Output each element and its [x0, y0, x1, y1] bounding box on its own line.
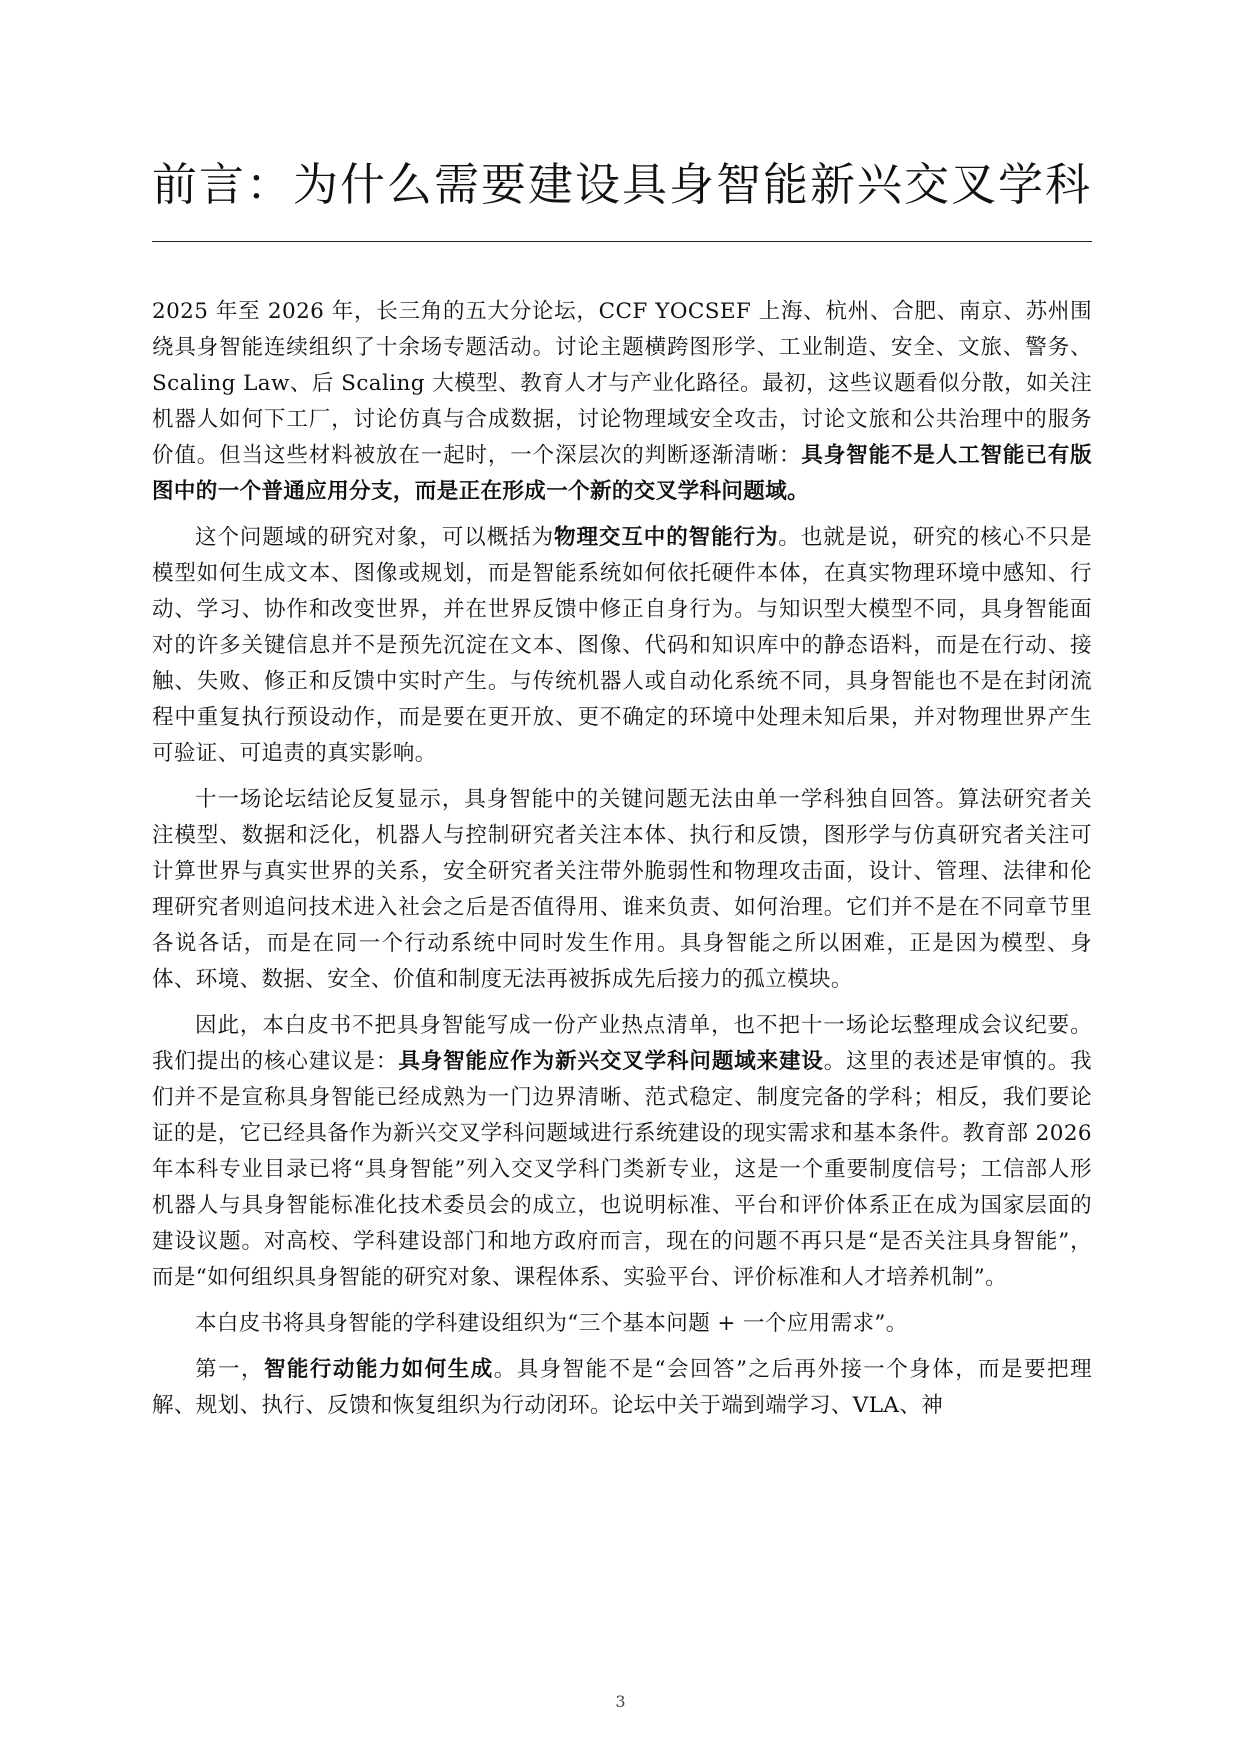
- paragraph-6: [152, 1352, 1092, 1424]
- paragraph-1-emphasis: 具身智能不是人工智能已有版图中的一个普通应用分支，而是正在形成一个新的交叉学科问题域。: [152, 443, 1093, 504]
- page-title: 前言：为什么需要建设具身智能新兴交叉学科: [152, 158, 1093, 211]
- paragraph-1: [152, 294, 1092, 510]
- paragraph-4: [152, 1008, 1092, 1296]
- paragraph-6-emphasis: 智能行动能力如何生成: [263, 1357, 494, 1382]
- paragraph-2: [152, 520, 1092, 772]
- paragraph-4-text-start: 因此，本白皮书不把具身智能写成一份产业热点清单，也不把十一场论坛整理成会议纪要。我们提出的核心建议是：: [152, 1013, 1092, 1074]
- paragraph-1-text: 2025 年至 2026 年，长三角的五大分论坛，CCF YOCSEF 上海、杭州、合肥、南京、苏州围绕具身智能连续组织了十余场专题活动。讨论主题横跨图形学、工业制造、安全、文旅、警务、Scaling Law、后 Scaling 大模型、教育人才与产业化路径。最初，这些议题看似分散，如关注机器人如何下工厂，讨论仿真与合成数据，讨论物理域安全攻击，讨论文旅和公共治理中的服务价值。但当这些材料被放在一起时，一个深层次的判断逐渐清晰：: [152, 299, 1092, 468]
- paragraph-3: [152, 782, 1092, 998]
- paragraph-5-text: 本白皮书将具身智能的学科建设组织为“三个基本问题 + 一个应用需求”。: [195, 1311, 908, 1336]
- paragraph-4-text-end: 。这里的表述是审慎的。我们并不是宣称具身智能已经成熟为一门边界清晰、范式稳定、制度完备的学科；相反，我们要论证的是，它已经具备作为新兴交叉学科问题域进行系统建设的现实需求和基本条件。教育部 2026 年本科专业目录已将“具身智能”列入交叉学科门类新专业，这是一个重要制度信号；工信部人形机器人与具身智能标准化技术委员会的成立，也说明标准、平台和评价体系正在成为国家层面的建设议题。对高校、学科建设部门和地方政府而言，现在的问题不再只是“是否关注具身智能”，而是“如何组织具身智能的研究对象、课程体系、实验平台、评价标准和人才培养机制”。: [152, 1049, 1092, 1290]
- paragraph-2-emphasis: 物理交互中的智能行为: [554, 525, 779, 550]
- paragraph-6-text-end: 。具身智能不是“会回答”之后再外接一个身体，而是要把理解、规划、执行、反馈和恢复组织为行动闭环。论坛中关于端到端学习、VLA、神: [152, 1357, 1092, 1418]
- page-number: 3: [615, 1692, 626, 1711]
- paragraph-3-text: 十一场论坛结论反复显示，具身智能中的关键问题无法由单一学科独自回答。算法研究者关注模型、数据和泛化，机器人与控制研究者关注本体、执行和反馈，图形学与仿真研究者关注可计算世界与真实世界的关系，安全研究者关注带外脆弱性和物理攻击面，设计、管理、法律和伦理研究者则追问技术进入社会之后是否值得用、谁来负责、如何治理。它们并不是在不同章节里各说各话，而是在同一个行动系统中同时发生作用。具身智能之所以困难，正是因为模型、身体、环境、数据、安全、价值和制度无法再被拆成先后接力的孤立模块。: [152, 787, 1092, 992]
- title-divider: [152, 241, 1092, 242]
- body-text: [152, 294, 1092, 1434]
- paragraph-4-emphasis: 具身智能应作为新兴交叉学科问题域来建设: [398, 1049, 824, 1074]
- paragraph-6-text-start: 第一，: [195, 1357, 264, 1382]
- paragraph-5: [152, 1306, 1092, 1342]
- paragraph-2-text-end: 。也就是说，研究的核心不只是模型如何生成文本、图像或规划，而是智能系统如何依托硬件本体，在真实物理环境中感知、行动、学习、协作和改变世界，并在世界反馈中修正自身行为。与知识型大模型不同，具身智能面对的许多关键信息并不是预先沉淀在文本、图像、代码和知识库中的静态语料，而是在行动、接触、失败、修正和反馈中实时产生。与传统机器人或自动化系统不同，具身智能也不是在封闭流程中重复执行预设动作，而是要在更开放、更不确定的环境中处理未知后果，并对物理世界产生可验证、可追责的真实影响。: [152, 525, 1092, 766]
- paragraph-2-text-start: 这个问题域的研究对象，可以概括为: [195, 525, 555, 550]
